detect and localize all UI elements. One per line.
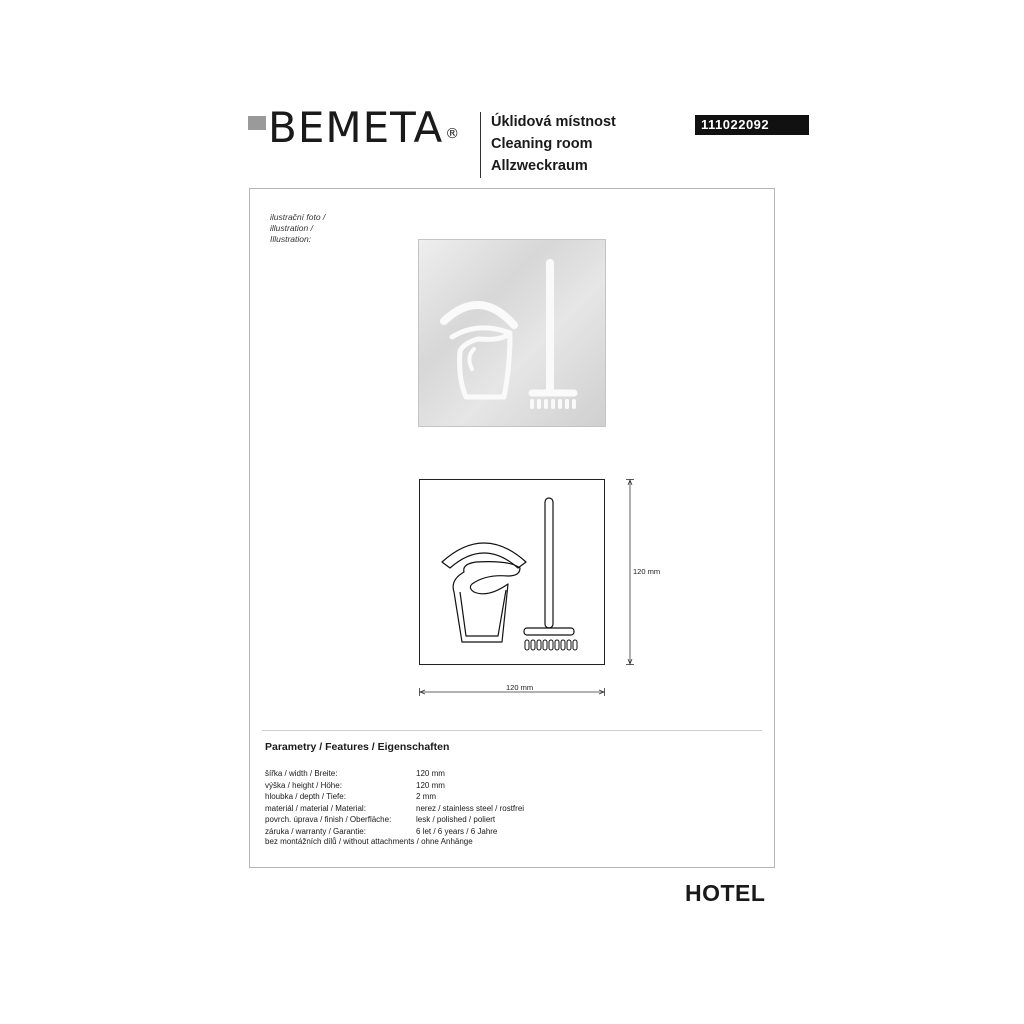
- technical-drawing: [419, 479, 605, 665]
- registered-mark: ®: [445, 126, 461, 142]
- width-dimension-label: 120 mm: [506, 683, 534, 692]
- logo-mark: [248, 116, 266, 130]
- title-en: Cleaning room: [491, 136, 593, 152]
- product-photo: [418, 239, 606, 427]
- height-dimension-label: 120 mm: [633, 567, 661, 576]
- header-divider: [480, 112, 481, 178]
- caption-line-3: Illustration:: [270, 234, 312, 244]
- caption-line-2: illustration /: [270, 223, 313, 233]
- feature-value: 120 mm: [416, 769, 445, 778]
- feature-key: šířka / width / Breite:: [265, 769, 338, 778]
- caption-line-1: ilustrační foto /: [270, 212, 326, 222]
- brand-logo: [268, 104, 460, 152]
- feature-value: lesk / polished / poliert: [416, 815, 496, 824]
- illustration-caption: [270, 212, 325, 245]
- feature-value: 120 mm: [416, 780, 445, 790]
- feature-value: 2 mm: [416, 792, 436, 801]
- feature-key: povrch. úprava / finish / Oberfläche:: [265, 815, 392, 824]
- title-de: Allzweckraum: [491, 158, 588, 174]
- features-title: Parametry / Features / Eigenschaften: [265, 741, 450, 753]
- brand-name: BEMETA: [268, 103, 444, 152]
- title-cz: Úklidová místnost: [491, 114, 616, 130]
- feature-value: 6 let / 6 years / 6 Jahre: [416, 826, 498, 836]
- bucket-and-broom-icon: [418, 239, 606, 427]
- features-separator: [262, 730, 762, 731]
- feature-key: záruka / warranty / Garantie:: [265, 826, 366, 836]
- attachments-note: bez montážních dílů / without attachments / ohne Anhänge: [265, 837, 473, 846]
- feature-key: materiál / material / Material:: [265, 803, 366, 813]
- product-code: 111022092: [695, 115, 809, 135]
- bucket-and-broom-outline-icon: [420, 480, 606, 666]
- feature-key: hloubka / depth / Tiefe:: [265, 792, 346, 801]
- product-titles: [491, 111, 616, 177]
- category-label: HOTEL: [685, 880, 766, 906]
- feature-key: výška / height / Höhe:: [265, 780, 342, 790]
- feature-value: nerez / stainless steel / rostfrei: [416, 803, 525, 813]
